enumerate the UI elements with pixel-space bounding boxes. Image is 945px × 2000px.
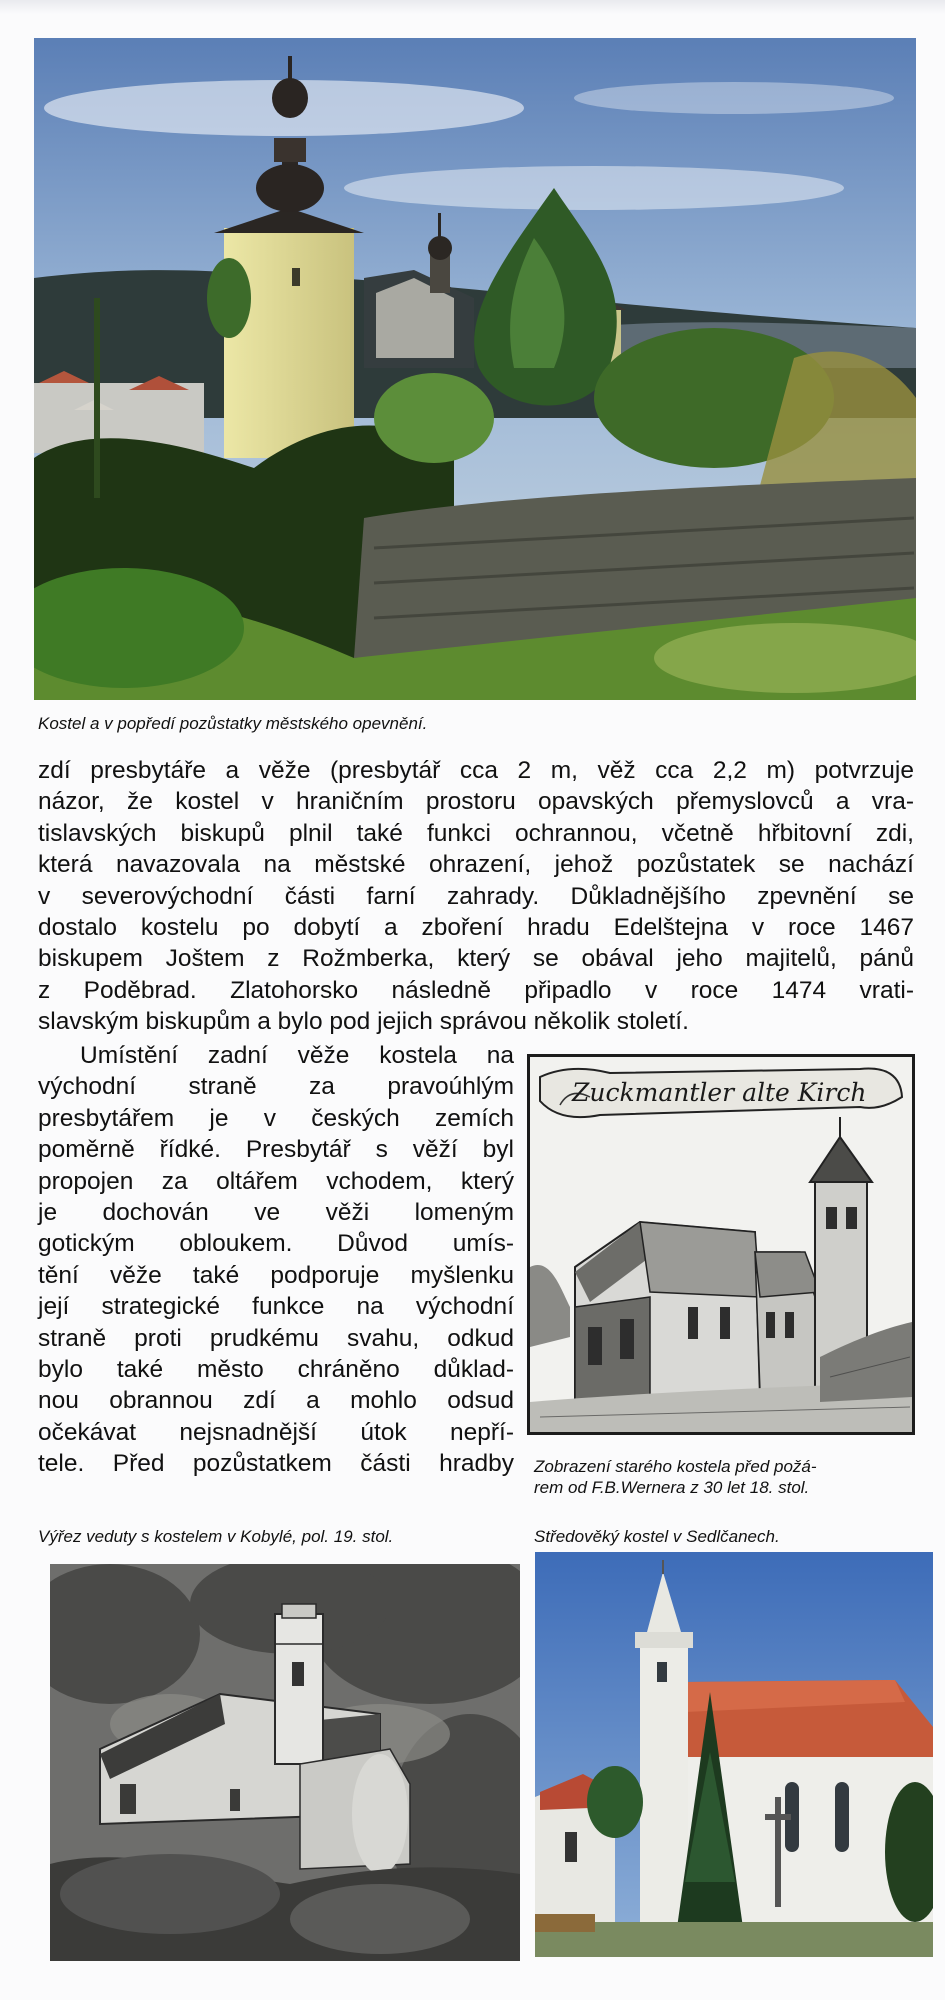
text-line: tislavských biskupů plnil také funkci ochrannou, včetně hřbitovní zdi,: [38, 819, 914, 847]
kobyle-veduta-image: [50, 1564, 520, 1961]
hero-caption: Kostel a v popředí pozůstatky městského opevnění.: [38, 714, 428, 733]
text-line: nou obrannou zdí a mohlo odsud: [38, 1387, 514, 1415]
text-line: poměrně řídké. Presbytář s věží byl: [38, 1136, 514, 1164]
text-line: z Poděbrad. Zlatohorsko následně připadlo v roce 1474 vrati-: [38, 976, 914, 1004]
kobyle-caption: Výřez veduty s kostelem v Kobylé, pol. 19. stol.: [38, 1527, 394, 1546]
text-line: dostalo kostelu po dobytí a zboření hradu Edelštejna v roce 1467: [38, 914, 914, 942]
text-line: v severovýchodní části farní zahrady. Důkladnějšího zpevnění se: [38, 882, 914, 910]
text-line: presbytářem je v českých zemích: [38, 1104, 514, 1132]
caption-line: rem od F.B.Wernera z 30 let 18. stol.: [534, 1478, 810, 1497]
sedlcany-church-photo: [535, 1552, 933, 1957]
sedlcany-caption: Středověký kostel v Sedlčanech.: [534, 1527, 780, 1546]
text-line: Umístění zadní věže kostela na: [80, 1042, 514, 1069]
intro-paragraph: [38, 755, 914, 1038]
caption-line: Zobrazení starého kostela před požá-: [534, 1457, 817, 1476]
text-line: zdí presbytáře a věže (presbytář cca 2 m, věž cca 2,2 m) potvrzuje: [38, 757, 914, 784]
text-line: očekávat nejsnadnější útok nepří-: [38, 1418, 514, 1446]
text-line: názor, že kostel v hraničním prostoru opavských přemyslovců a vra-: [38, 788, 914, 816]
text-line: která navazovala na městské ohrazení, jehož pozůstatek se nachází: [38, 851, 914, 879]
text-line: je dochován ve věži lomeným: [38, 1199, 514, 1227]
text-line: biskupem Joštem z Rožmberka, který se obával jeho majitelů, pánů: [38, 945, 914, 973]
hero-photo-church-and-fortification: [34, 38, 916, 700]
text-line: tele. Před pozůstatkem části hradby: [38, 1450, 514, 1478]
text-line: straně proti prudkému svahu, odkud: [38, 1324, 514, 1352]
sketch-inscription: Zuckmantler alte Kirch: [572, 1078, 867, 1107]
text-line: její strategické funkce na východní: [38, 1293, 514, 1321]
text-line: bylo také město chráněno důklad-: [38, 1356, 514, 1384]
text-line: východní straně za pravoúhlým: [38, 1073, 514, 1101]
text-line: gotickým obloukem. Důvod umís-: [38, 1230, 514, 1258]
sketch-caption: [534, 1456, 919, 1498]
werner-sketch-old-church: [527, 1054, 915, 1435]
text-line: tění věže také podporuje myšlenku: [38, 1261, 514, 1289]
tower-placement-paragraph: [38, 1040, 514, 1480]
text-line: slavským biskupům a bylo pod jejich správou několik století.: [38, 1008, 689, 1036]
page-edge: [0, 0, 945, 14]
text-line: propojen za oltářem vchodem, který: [38, 1167, 514, 1195]
